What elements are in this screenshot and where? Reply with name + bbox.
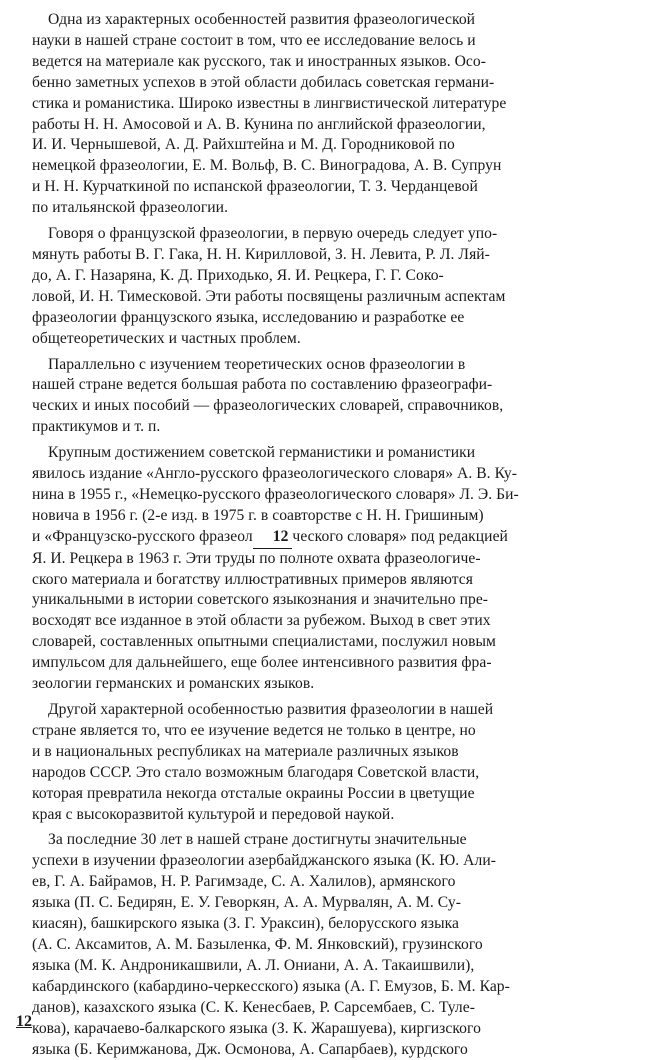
page-body xyxy=(16,10,638,1060)
text-line: данов), казахского языка (С. К. Кенесбаев, Р. Сарсембаев, С. Туле- xyxy=(16,998,638,1019)
text-line: ческих и иных пособий — фразеологических словарей, справочников, xyxy=(16,396,638,417)
text-line: ев, Г. А. Байрамов, Н. Р. Рагимзаде, С. А. Халилов), армянского xyxy=(16,872,638,893)
text-line: до, А. Г. Назаряна, К. Д. Приходько, Я. И. Рецкера, Г. Г. Соко- xyxy=(16,266,638,287)
text-line-with-marker xyxy=(16,527,638,549)
text-line: стране является то, что ее изучение ведется не только в центре, но xyxy=(16,721,638,742)
text-line: по итальянской фразеологии. xyxy=(16,198,638,219)
text-line: кабардинского (кабардино-черкесского) языка (А. Г. Емузов, Б. М. Кар- xyxy=(16,977,638,998)
inline-page-marker: 12 xyxy=(253,527,293,549)
text-line: края с высокоразвитой культурой и передовой наукой. xyxy=(16,805,638,826)
text-line: практикумов и т. п. xyxy=(16,417,638,438)
text-line: ского материала и богатству иллюстративных примеров являются xyxy=(16,570,638,591)
paragraph-6 xyxy=(16,830,638,1060)
text-line: бенно заметных успехов в этой области добилась советская германи- xyxy=(16,73,638,94)
text-line: которая превратила некогда отсталые окраины России в цветущие xyxy=(16,784,638,805)
text-line: языка (П. С. Бедирян, Е. У. Геворкян, А. А. Мурвалян, А. М. Су- xyxy=(16,893,638,914)
text-line: успехи в изучении фразеологии азербайджанского языка (К. Ю. Али- xyxy=(16,851,638,872)
paragraph-5 xyxy=(16,700,638,825)
text-line: фразеологии французского языка, исследованию и разработке ее xyxy=(16,308,638,329)
text-line: импульсом для дальнейшего, еще более интенсивного развития фра- xyxy=(16,653,638,674)
paragraph-1 xyxy=(16,10,638,219)
text-line: ведется на материале как русского, так и иностранных языков. Осо- xyxy=(16,52,638,73)
text-line: явилось издание «Англо-русского фразеологического словаря» А. В. Ку- xyxy=(16,464,638,485)
text-line: зеологии германских и романских языков. xyxy=(16,674,638,695)
text-line: ловой, И. Н. Тимесковой. Эти работы посвящены различным аспектам xyxy=(16,287,638,308)
text-line: киасян), башкирского языка (З. Г. Ураксин), белорусского языка xyxy=(16,914,638,935)
text-line: языка (М. К. Андроникашвили, А. Л. Ониани, А. А. Такаишвили), xyxy=(16,956,638,977)
text-line: словарей, составленных опытными специалистами, послужил новым xyxy=(16,632,638,653)
text-line: новича в 1956 г. (2-е изд. в 1975 г. в соавторстве с Н. Н. Гришиным) xyxy=(16,506,638,527)
text-line: Говоря о французской фразеологии, в первую очередь следует упо- xyxy=(32,224,638,245)
text-line: Другой характерной особенностью развития фразеологии в нашей xyxy=(32,700,638,721)
text-line: кова), карачаево-балкарского языка (З. К. Жарашуева), киргизского xyxy=(16,1019,638,1040)
text-line: и в национальных республиках на материале различных языков xyxy=(16,742,638,763)
text-line: Я. И. Рецкера в 1963 г. Эти труды по полноте охвата фразеологиче- xyxy=(16,549,638,570)
text-line: нашей стране ведется большая работа по составлению фразеографи- xyxy=(16,375,638,396)
text-line: мянуть работы В. Г. Гака, Н. Н. Кирилловой, З. Н. Левита, Р. Л. Ляй- xyxy=(16,245,638,266)
text-fragment: ческого словаря» под редакцией xyxy=(292,528,508,545)
text-line: общетеоретических и частных проблем. xyxy=(16,329,638,350)
text-fragment: и «Французско-русского фразеол xyxy=(32,528,253,545)
text-line: восходят все изданное в этой области за рубежом. Выход в свет этих xyxy=(16,611,638,632)
text-line: Одна из характерных особенностей развития фразеологической xyxy=(32,10,638,31)
text-line: немецкой фразеологии, Е. М. Вольф, В. С. Виноградова, А. В. Супрун xyxy=(16,156,638,177)
text-line: работы Н. Н. Амосовой и А. В. Кунина по английской фразеологии, xyxy=(16,115,638,136)
text-line: нина в 1955 г., «Немецко-русского фразеологического словаря» Л. Э. Би- xyxy=(16,485,638,506)
text-line: Крупным достижением советской германистики и романистики xyxy=(32,443,638,464)
text-line: За последние 30 лет в нашей стране достигнуты значительные xyxy=(32,830,638,851)
paragraph-3 xyxy=(16,355,638,439)
text-line: стика и романистика. Широко известны в лингвистической литературе xyxy=(16,94,638,115)
text-line: (А. С. Аксамитов, А. М. Базыленка, Ф. М. Янковский), грузинского xyxy=(16,935,638,956)
text-line: и Н. Н. Курчаткиной по испанской фразеологии, Т. З. Черданцевой xyxy=(16,177,638,198)
text-line: уникальными в истории советского языкознания и значительно пре- xyxy=(16,590,638,611)
text-line: науки в нашей стране состоит в том, что ее исследование велось и xyxy=(16,31,638,52)
text-line: Параллельно с изучением теоретических основ фразеологии в xyxy=(32,355,638,376)
text-line: языка (Б. Керимжанова, Дж. Осмонова, А. Сапарбаев), курдского xyxy=(16,1040,638,1060)
paragraph-2 xyxy=(16,224,638,349)
page-number: 12 xyxy=(16,1013,32,1031)
paragraph-4 xyxy=(16,443,638,695)
text-line: И. И. Чернышевой, А. Д. Райхштейна и М. Д. Городниковой по xyxy=(16,135,638,156)
text-line: народов СССР. Это стало возможным благодаря Советской власти, xyxy=(16,763,638,784)
